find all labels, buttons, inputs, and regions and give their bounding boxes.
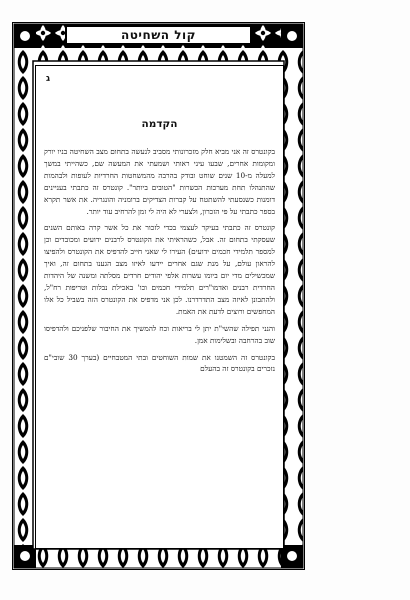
paragraph: והנני תפילה שהשי"ת יתן לי בריאות וכח להמשיך את החיבור שלפניכם ולהדפיסו שוב בהרחבה ובשלימות אמן.	[44, 323, 275, 345]
body-text	[44, 146, 275, 375]
paragraph: בקונטרס זה השמטנו את שמות השוחטים ובתי המטבחיים (בערך 30 שובי"ם נזכרים בקונטרס זה בהעלם	[44, 352, 275, 374]
paragraph: קונטרס זה כתבתי בעיקר לעצמי בכדי לזכור את כל אשר קרה באותם השנים שעסקתי בתחום זה. אבל, כשהראיתי את הקונטרס לרבנים ידועים ומכובדים וכן למספר תלמידי חכמים ידועים) העירו לי שאני חייב להדפיס את הקונטרס ולהפיצו להראון עולם, על מנת שגם אחרים יידעו לאיזו מצב הגענו בתחום זה, ואיך שמכשילים מדי יום ביומו עשרות אלפי יהודים חרדים מסלתה ומשנה של היהדות החרדית רבנים ואדמו"רים תלמידי חכמים וכו' באכילת נבלות וטריפות רח"ל, ולהתבונן לאיזה מצב התדרדרנו. לכן אני מדפיס את הקונטרס הזה בשביל כל אלו המחפשים ורוצים לדעת את האמת.	[44, 223, 275, 316]
page-title: קול השחיטה	[121, 28, 196, 42]
paragraph: בקונטרס זה אני מביא חלק מזכרונותי מסביב לנעשה בתחום מצב השחיטה בניו יורק ומקומות אחרים, שבעו עיני ראותי ושמעתי את המעשה שם, כשהייתי במשך למעלה מ-10 שנים שוחט ובודק בהרבה מהמשחטות החרדיות לעופות ולבהמות שהתנהלו תחת מערכות הכשרות "הטובים ביותר". קונטרס זה כתבתי בעניינים דומנות כשנסעתי להשתטח על קברות הצדיקים ברומניה והונגריה. את אשר תקרא בספר כתבתי על פי הזכרון, ולצערי לא היה לי זמן להרחיב עוד יותר.	[44, 147, 275, 216]
page-number: ג	[46, 74, 51, 84]
text-panel	[35, 65, 284, 549]
title-banner	[65, 25, 252, 45]
section-heading: הקדמה	[141, 118, 178, 130]
decorative-frame	[12, 22, 305, 570]
